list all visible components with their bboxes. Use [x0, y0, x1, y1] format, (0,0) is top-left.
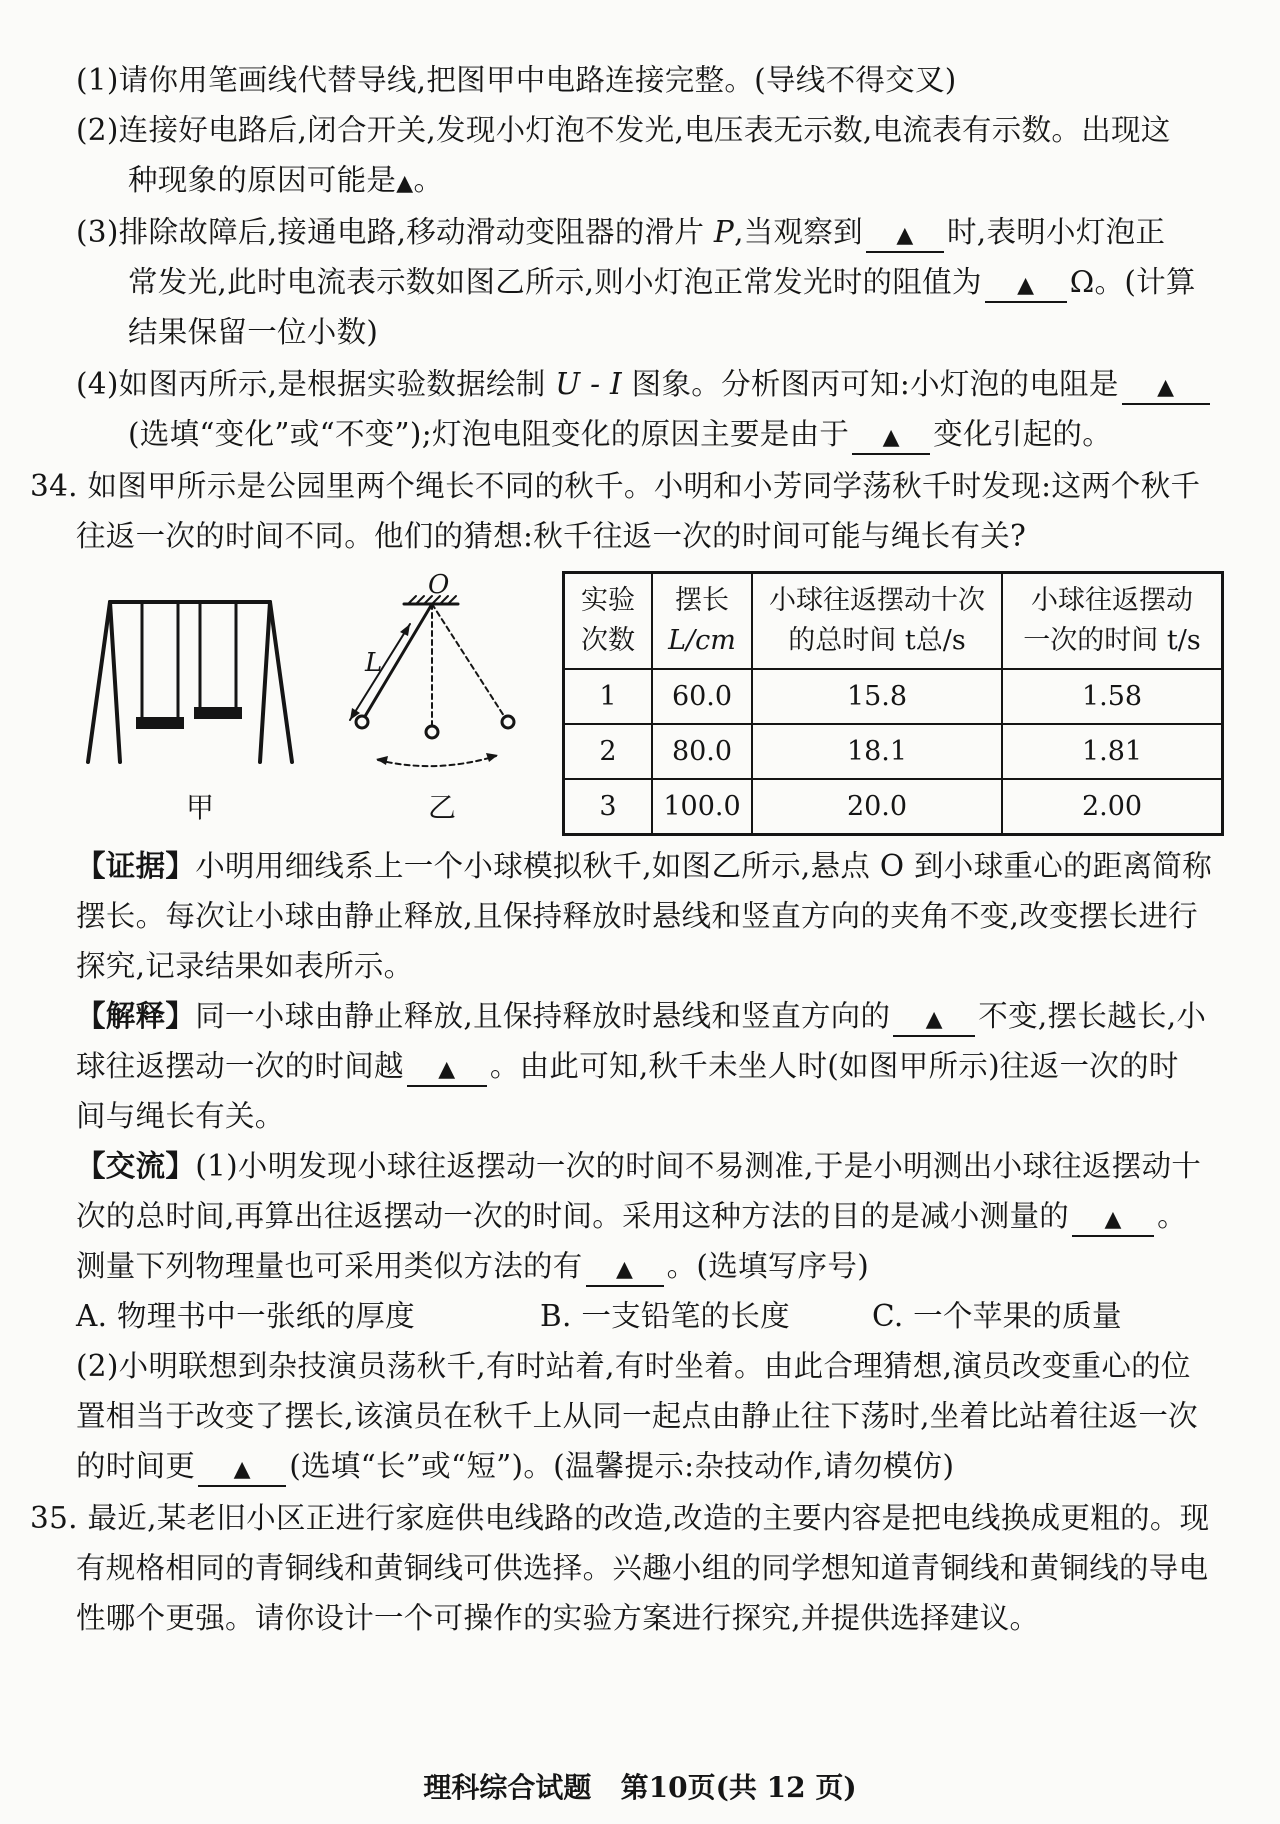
answer-blank	[1072, 1201, 1154, 1237]
evidence-line3: 探究,记录结果如表所示。	[76, 949, 414, 983]
text-span: 种现象的原因可能是	[128, 163, 397, 197]
text-span: (4)如图丙所示,是根据实验数据绘制	[76, 367, 556, 401]
swing-set-figure	[80, 592, 300, 770]
text-span: 次的总时间,再算出往返摆动一次的时间。采用这种方法的目的是减小测量的	[76, 1199, 1070, 1233]
table-cell: 18.1	[752, 724, 1002, 779]
table-cell: 1.58	[1002, 669, 1223, 724]
answer-blank	[866, 217, 944, 253]
q35-line1: 35. 最近,某老旧小区正进行家庭供电线路的改造,改造的主要内容是把电线换成更粗的。现	[30, 1501, 1210, 1535]
figure-yi-label: 乙	[428, 791, 457, 824]
table-cell: 3	[564, 779, 653, 835]
length-arrow-head-top	[400, 624, 410, 636]
q33-part1: (1)请你用笔画线代替导线,把图甲中电路连接完整。(导线不得交叉)	[76, 63, 957, 97]
text-span: 。(选填写序号)	[666, 1249, 870, 1283]
blank-symbol: ▲	[1017, 273, 1035, 298]
table-cell: 80.0	[652, 724, 752, 779]
table-row	[564, 724, 1223, 779]
q33-part4-line1	[76, 366, 1213, 405]
q35-line2: 有规格相同的青铜线和黄铜线可供选择。兴趣小组的同学想知道青铜线和黄铜线的导电	[76, 1551, 1209, 1585]
header-text: L/cm	[668, 625, 736, 656]
comm2-line2: 置相当于改变了摆长,该演员在秋千上从同一起点由静止往下荡时,坐着比站着往返一次	[76, 1399, 1198, 1433]
blank-symbol: ▲	[896, 223, 914, 248]
comm-line2	[76, 1198, 1187, 1237]
q33-part3-line3: 结果保留一位小数)	[128, 315, 379, 349]
text-span: Ω。(计算	[1069, 265, 1196, 299]
option-c: C. 一个苹果的质量	[872, 1299, 1122, 1333]
swing-left-leg-back	[110, 602, 120, 762]
variable-UI: U - I	[555, 367, 622, 401]
option-b: B. 一支铅笔的长度	[540, 1299, 790, 1333]
text-span: 的时间更	[76, 1449, 196, 1483]
swing-arc	[378, 756, 496, 766]
pendulum-data-table	[562, 571, 1224, 836]
answer-blank: ▲	[396, 171, 414, 196]
blank-symbol: ▲	[438, 1057, 456, 1082]
table-cell: 1	[564, 669, 653, 724]
text-span: 。	[1157, 1199, 1187, 1233]
ball-right	[502, 716, 514, 728]
comm2-line1: (2)小明联想到杂技演员荡秋千,有时站着,有时坐着。由此合理猜想,演员改变重心的位	[76, 1349, 1191, 1383]
text-span: ,当观察到	[734, 215, 863, 249]
header-period	[1002, 573, 1223, 670]
table-cell: 60.0	[652, 669, 752, 724]
answer-blank	[1122, 369, 1210, 405]
comm-line1	[76, 1148, 1201, 1184]
blank-symbol: ▲	[1104, 1207, 1122, 1232]
answer-blank	[407, 1051, 487, 1087]
comm2-line3	[76, 1448, 954, 1487]
explain-line2	[76, 1048, 1179, 1087]
evidence-tag: 【证据】	[76, 848, 196, 883]
answer-blank	[586, 1251, 664, 1287]
text-span: (3)排除故障后,接通电路,移动滑动变阻器的滑片	[76, 215, 714, 249]
table-cell: 2.00	[1002, 779, 1223, 835]
q34-intro-line1: 34. 如图甲所示是公园里两个绳长不同的秋千。小明和小芳同学荡秋千时发现:这两个秋千	[30, 469, 1201, 503]
text-span: 测量下列物理量也可采用类似方法的有	[76, 1249, 583, 1283]
header-text: 次数	[581, 625, 635, 656]
swing-right-leg-back	[270, 602, 292, 762]
text-span: 。	[413, 163, 444, 197]
comm-line3	[76, 1248, 869, 1287]
blank-symbol: ▲	[1157, 375, 1175, 400]
explain-line1	[76, 998, 1206, 1037]
text-span: 图象。分析图丙可知:小灯泡的电阻是	[622, 367, 1119, 401]
text-span: 变化引起的。	[933, 417, 1112, 451]
text-span: (选填“长”或“短”)。(温馨提示:杂技动作,请勿模仿)	[289, 1449, 955, 1483]
answer-blank	[852, 419, 930, 455]
table-cell: 20.0	[752, 779, 1002, 835]
swing-right-leg	[260, 602, 270, 762]
answer-blank	[893, 1001, 975, 1037]
swing-left-leg	[88, 602, 110, 762]
evidence-line2: 摆长。每次让小球由静止释放,且保持释放时悬线和竖直方向的夹角不变,改变摆长进行	[76, 899, 1198, 933]
header-total-time	[752, 573, 1002, 670]
blank-symbol: ▲	[925, 1007, 943, 1032]
header-length	[652, 573, 752, 670]
text-span: 。由此可知,秋千未坐人时(如图甲所示)往返一次的时	[489, 1049, 1179, 1083]
table-cell: 2	[564, 724, 653, 779]
swing2-seat	[196, 709, 240, 717]
length-label-L: L	[365, 648, 383, 678]
text-span: 小明用细线系上一个小球模拟秋千,如图乙所示,悬点 O 到小球重心的距离简称	[195, 849, 1212, 883]
page-footer: 理科综合试题 第10页(共 12 页)	[423, 1771, 857, 1804]
header-text: 小球往返摆动十次	[769, 585, 985, 616]
arc-arrow-right	[486, 753, 498, 762]
pivot-label-O: O	[428, 570, 450, 600]
comm-tag: 【交流】	[76, 1148, 196, 1183]
answer-blank	[198, 1451, 286, 1487]
q33-part3-line1	[76, 214, 1165, 253]
q35-line3: 性哪个更强。请你设计一个可操作的实验方案进行探究,并提供选择建议。	[76, 1601, 1040, 1635]
header-text: 一次的时间 t/s	[1023, 625, 1201, 656]
header-text: 小球往返摆动	[1031, 585, 1193, 616]
text-span: 同一小球由静止释放,且保持释放时悬线和竖直方向的	[195, 999, 891, 1033]
ball-middle	[426, 726, 438, 738]
header-text: 摆长	[675, 585, 729, 616]
text-span: (1)小明发现小球往返摆动一次的时间不易测准,于是小明测出小球往返摆动十	[195, 1149, 1202, 1183]
header-trial	[564, 573, 653, 670]
blank-symbol: ▲	[882, 425, 900, 450]
explain-line3: 间与绳长有关。	[76, 1099, 285, 1133]
explain-tag: 【解释】	[76, 998, 196, 1033]
header-text: 实验	[581, 585, 635, 616]
option-a: A. 物理书中一张纸的厚度	[76, 1299, 415, 1333]
swing1-seat	[138, 719, 182, 727]
q34-intro-line2: 往返一次的时间不同。他们的猜想:秋千往返一次的时间可能与绳长有关?	[76, 519, 1027, 553]
table-header-row	[564, 573, 1223, 670]
text-span: 时,表明小灯泡正	[946, 215, 1166, 249]
header-text: 的总时间 t总/s	[788, 625, 966, 656]
variable-P: P	[713, 215, 735, 249]
evidence-line1	[76, 848, 1212, 884]
q33-part4-line2	[128, 416, 1112, 455]
q33-part3-line2	[128, 264, 1196, 303]
blank-symbol: ▲	[615, 1257, 634, 1282]
table-row	[564, 779, 1223, 835]
answer-blank	[985, 267, 1067, 303]
q33-part2-line1: (2)连接好电路后,闭合开关,发现小灯泡不发光,电压表无示数,电流表有示数。出现这	[76, 113, 1171, 147]
figure-jia-label: 甲	[186, 791, 215, 824]
text-span: (选填“变化”或“不变”);灯泡电阻变化的原因主要是由于	[128, 417, 850, 451]
table-cell: 15.8	[752, 669, 1002, 724]
pendulum-string-right	[432, 604, 504, 716]
blank-symbol: ▲	[233, 1457, 251, 1482]
text-span: 不变,摆长越长,小	[978, 999, 1207, 1033]
table-cell: 1.81	[1002, 724, 1223, 779]
q33-part2-line2	[128, 162, 443, 202]
ball-left	[356, 716, 368, 728]
text-span: 常发光,此时电流表示数如图乙所示,则小灯泡正常发光时的阻值为	[128, 265, 982, 299]
table-cell: 100.0	[652, 779, 752, 835]
table-row	[564, 669, 1223, 724]
text-span: 球往返摆动一次的时间越	[76, 1049, 404, 1083]
